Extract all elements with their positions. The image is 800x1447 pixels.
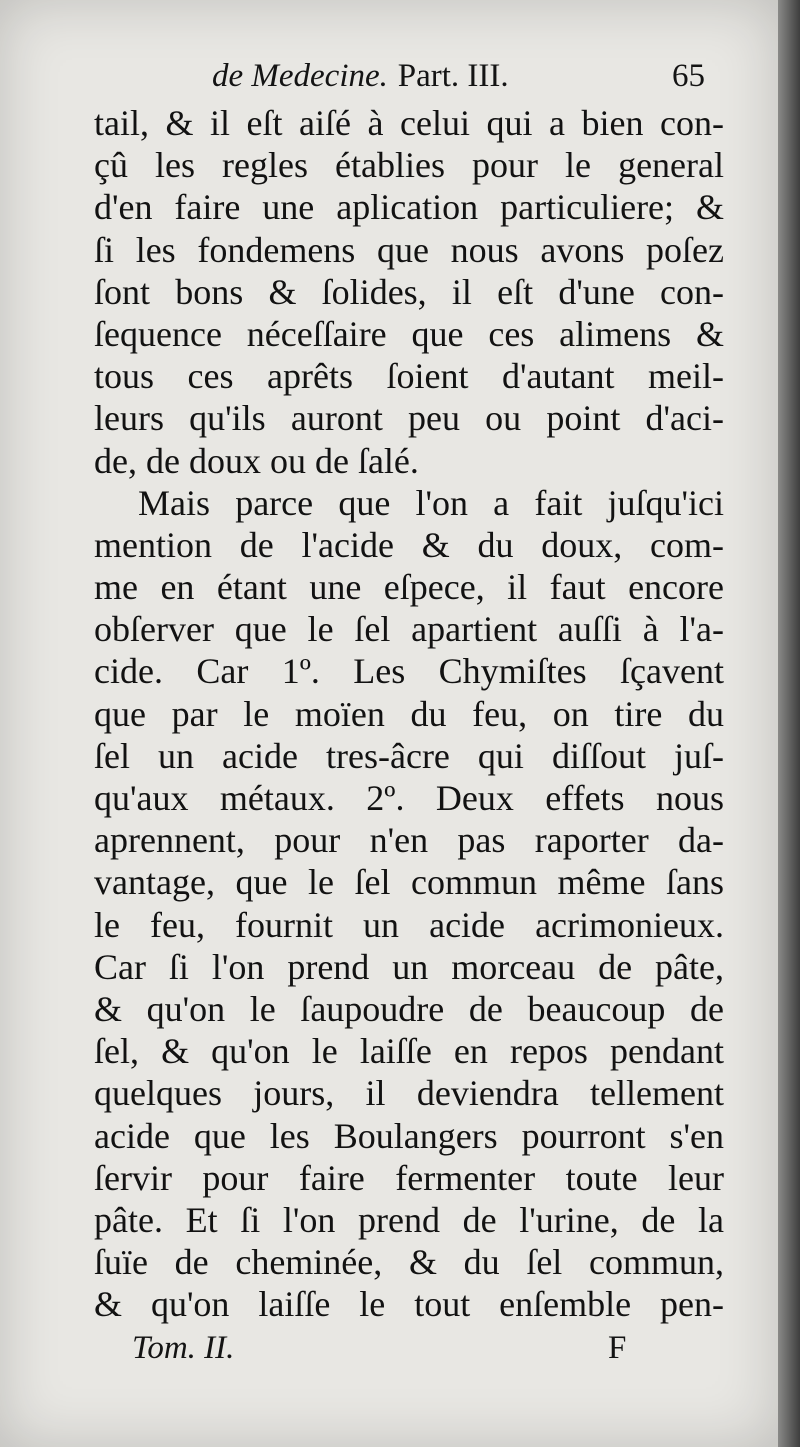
text-line: tous ces aprêts ſoient d'autant meil- — [94, 356, 724, 397]
text-line: aprennent, pour n'en pas raporter da- — [94, 820, 724, 861]
text-line: qu'aux métaux. 2º. Deux effets nous — [94, 778, 724, 818]
running-head-title: de Medecine. — [212, 58, 388, 94]
text-line: me en étant une eſpece, il faut encore — [94, 567, 724, 608]
running-head-part: Part. III. — [397, 58, 509, 94]
text-line: ſuïe de cheminée, & du ſel commun, — [94, 1242, 724, 1283]
text-line: ſel un acide tres-âcre qui diſſout juſ- — [94, 735, 724, 776]
page-footer — [0, 1330, 778, 1374]
text-line: ſequence néceſſaire que ces alimens & — [94, 313, 724, 354]
text-line: d'en faire une aplication particuliere; & — [94, 187, 724, 228]
text-line: & qu'on laiſſe le tout enſemble pen- — [94, 1284, 724, 1325]
body-text — [94, 102, 724, 1325]
text-line: Mais parce que l'on a fait juſqu'ici — [138, 482, 724, 523]
page-edge-shadow — [778, 0, 800, 1447]
text-line: mention de l'acide & du doux, com- — [94, 524, 724, 565]
text-line: acide que les Boulangers pourront s'en — [94, 1115, 724, 1156]
text-line: ſel, & qu'on le laiſſe en repos pendant — [94, 1031, 724, 1072]
text-line: quelques jours, il deviendra tellement — [94, 1073, 724, 1114]
text-line: que par le moïen du feu, on tire du — [94, 693, 724, 734]
text-line: ſi les fondemens que nous avons poſez — [94, 229, 724, 270]
text-line: tail, & il eſt aiſé à celui qui a bien con- — [94, 103, 724, 143]
running-head — [212, 58, 509, 95]
text-line: de, de doux ou de ſalé. — [94, 440, 419, 481]
text-line: ſont bons & ſolides, il eſt d'une con- — [94, 271, 724, 312]
text-line: çû les regles établies pour le general — [94, 145, 724, 186]
text-line: & qu'on le ſaupoudre de beaucoup de — [94, 988, 724, 1029]
text-line: obſerver que le ſel apartient auſſi à l'a- — [94, 609, 724, 650]
signature-mark: F — [608, 1330, 627, 1366]
text-line: le feu, fournit un acide acrimonieux. — [94, 904, 724, 945]
text-line: vantage, que le ſel commun même ſans — [94, 862, 724, 903]
text-line: cide. Car 1º. Les Chymiſtes ſçavent — [94, 651, 724, 692]
text-line: leurs qu'ils auront peu ou point d'aci- — [94, 398, 724, 439]
text-line: Car ſi l'on prend un morceau de pâte, — [94, 946, 724, 987]
page-header — [0, 58, 778, 102]
page-number: 65 — [672, 58, 705, 94]
tome-label: Tom. II. — [132, 1330, 235, 1366]
text-line: ſervir pour faire fermenter toute leur — [94, 1157, 724, 1198]
text-line: pâte. Et ſi l'on prend de l'urine, de la — [94, 1199, 724, 1240]
